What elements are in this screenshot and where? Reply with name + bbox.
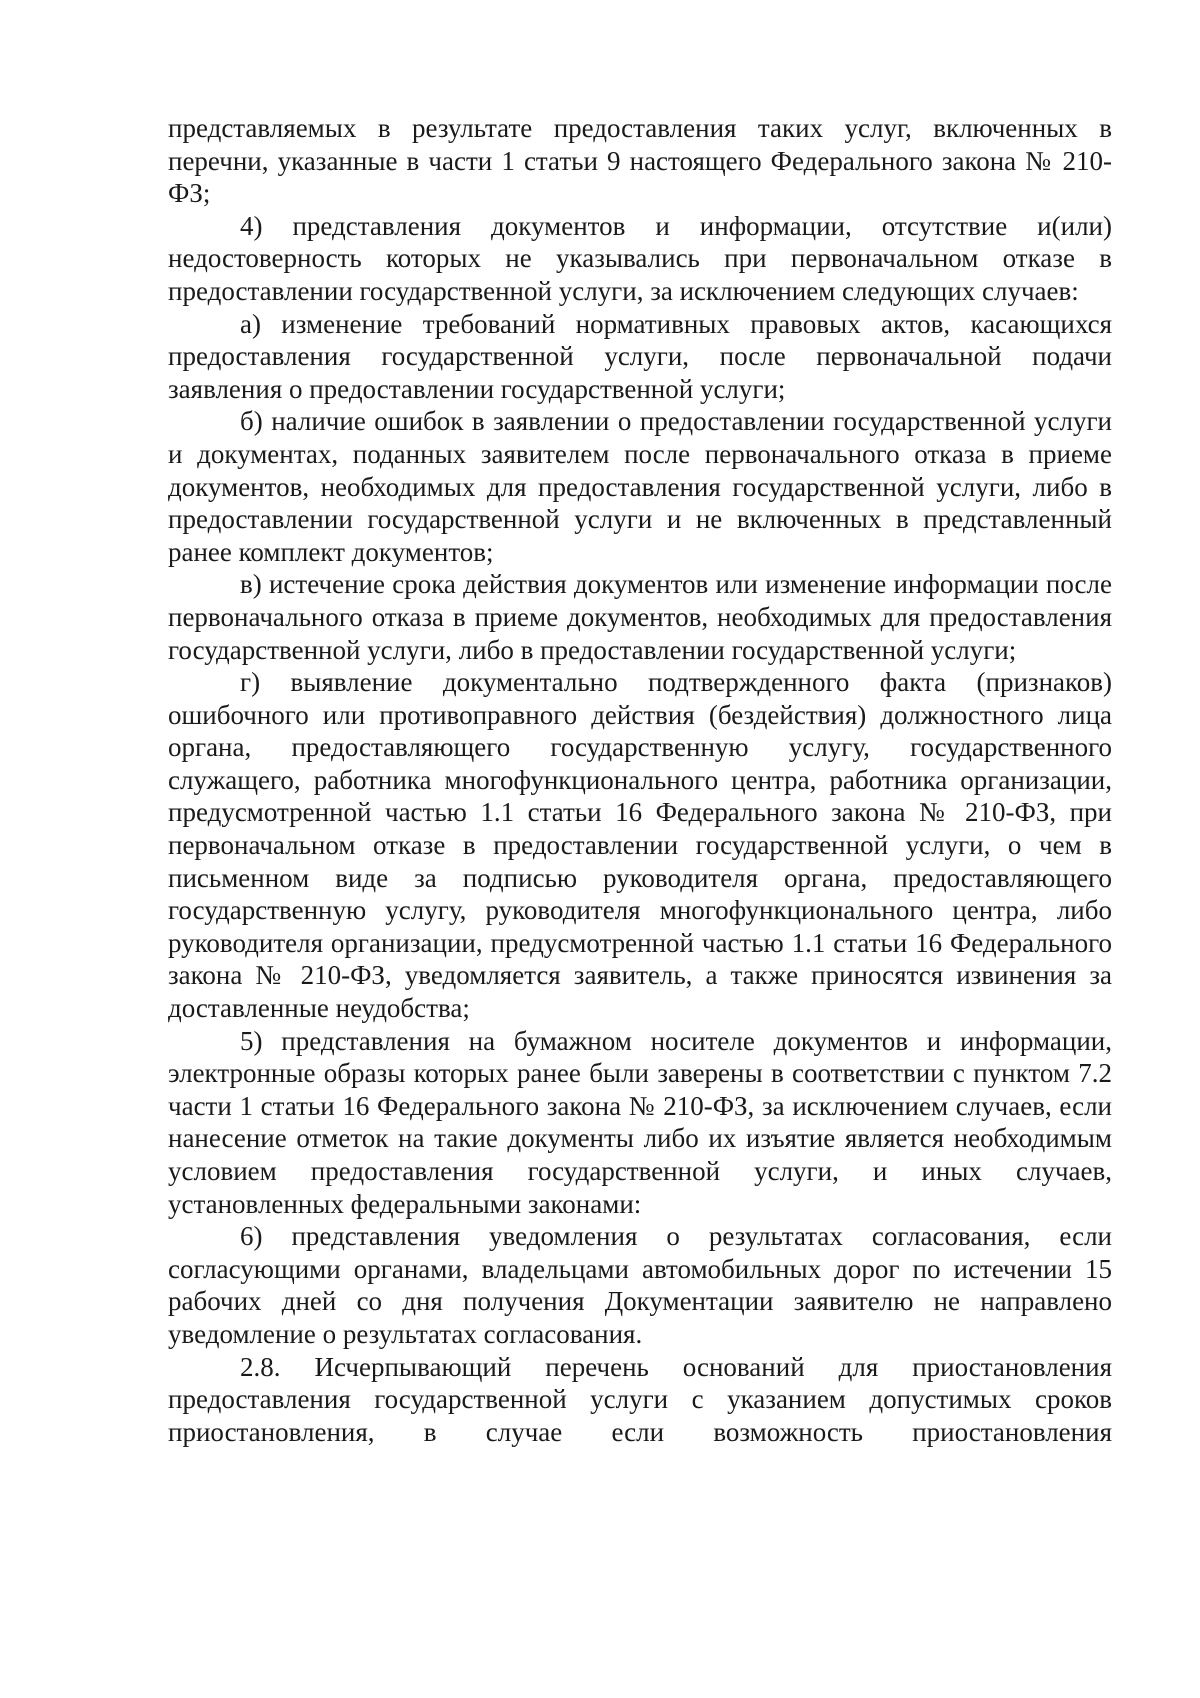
paragraph-subitem-a: а) изменение требований нормативных правовых актов, касающихся предоставления государственной услуги, после первоначальной подачи заявления о предоставлении государственной услуги; — [168, 308, 1112, 404]
paragraph-subitem-v: в) истечение срока действия документов или изменение информации после первоначального отказа в приеме документов, необходимых для предоставления государственной услуги, либо в предоставлении государственной услуги; — [168, 569, 1112, 665]
paragraph-subitem-b: б) наличие ошибок в заявлении о предоставлении государственной услуги и документах, поданных заявителем после первоначального отказа в приеме документов, необходимых для предоставления государственной услуги, либо в предоставлении государственной услуги и не включенных в представленный ранее комплект документов; — [168, 406, 1112, 567]
paragraph-item-4: 4) представления документов и информации, отсутствие и(или) недостоверность которых не указывались при первоначальном отказе в предоставлении государственной услуги, за исключением следующих случаев: — [168, 210, 1112, 306]
paragraph-item-6: 6) представления уведомления о результатах согласования, если согласующими органами, владельцами автомобильных дорог по истечении 15 рабочих дней со дня получения Документации заявителю не направлено уведомление о результатах согласования. — [168, 1221, 1112, 1349]
paragraph-section-2-8: 2.8. Исчерпывающий перечень оснований для приостановления предоставления государственной услуги с указанием допустимых сроков приостановления, в случае если возможность приостановления — [168, 1351, 1112, 1447]
paragraph-continuation: представляемых в результате предоставления таких услуг, включенных в перечни, указанные в части 1 статьи 9 настоящего Федерального закона № 210-ФЗ; — [168, 113, 1112, 209]
paragraph-item-5: 5) представления на бумажном носителе документов и информации, электронные образы которых ранее были заверены в соответствии с пунктом 7.2 части 1 статьи 16 Федерального закона № 210-ФЗ, за исключением случаев, если нанесение отметок на такие документы либо их изъятие является необходимым условием предоставления государственной услуги, и иных случаев, установленных федеральными законами: — [168, 1025, 1112, 1219]
document-body — [168, 112, 1112, 1448]
paragraph-subitem-g: г) выявление документально подтвержденного факта (признаков) ошибочного или противоправного действия (бездействия) должностного лица органа, предоставляющего государственную услугу, государственного служащего, работника многофункционального центра, работника организации, предусмотренной частью 1.1 статьи 16 Федерального закона № 210-ФЗ, при первоначальном отказе в предоставлении государственной услуги, о чем в письменном виде за подписью руководителя органа, предоставляющего государственную услугу, руководителя многофункционального центра, либо руководителя организации, предусмотренной частью 1.1 статьи 16 Федерального закона № 210-ФЗ, уведомляется заявитель, а также приносятся извинения за доставленные неудобства; — [168, 667, 1112, 1024]
